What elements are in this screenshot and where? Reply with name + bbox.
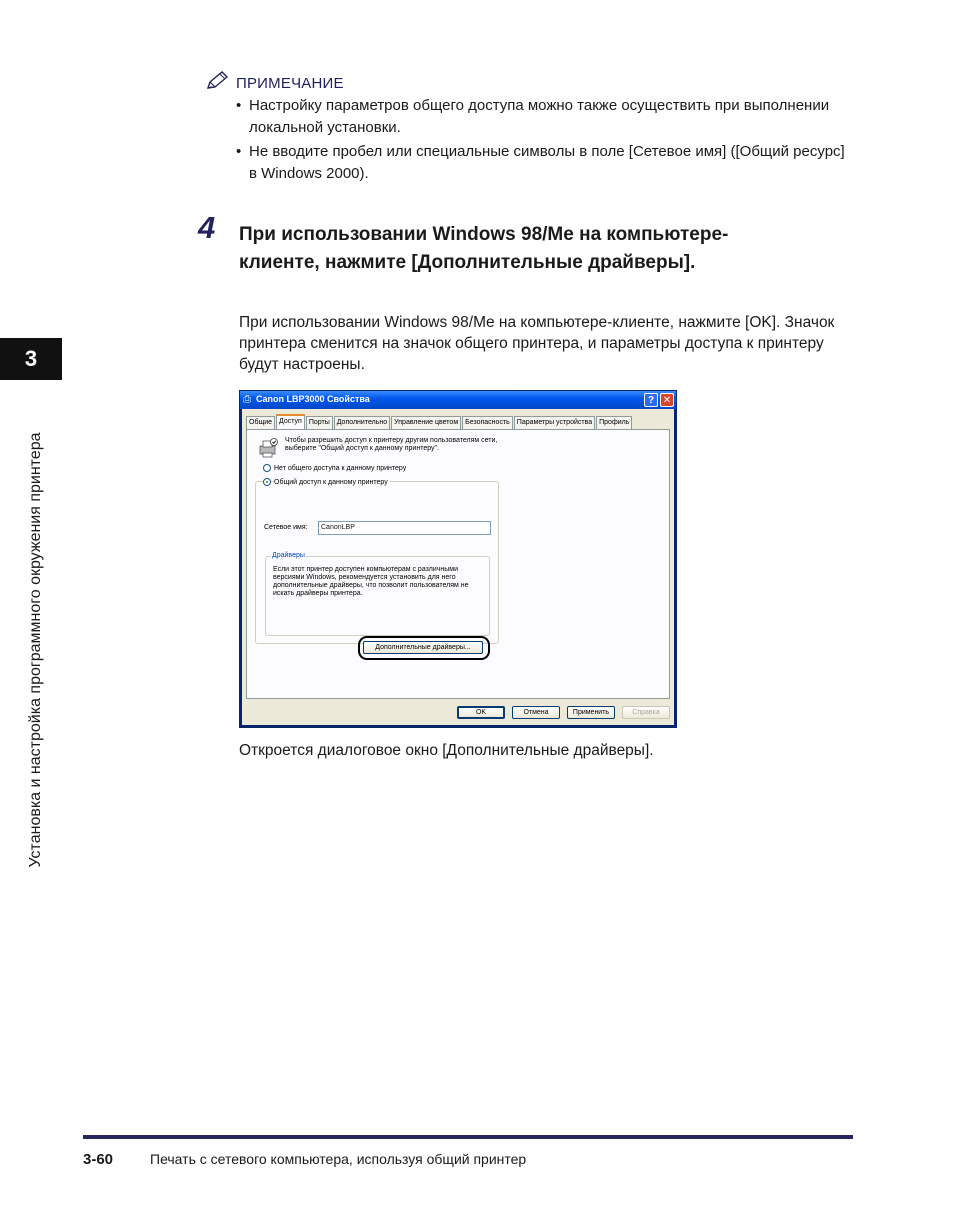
drivers-group-label: Драйверы xyxy=(272,552,305,559)
pencil-icon xyxy=(204,70,230,97)
tab-advanced[interactable]: Дополнительно xyxy=(334,416,390,429)
footer-title: Печать с сетевого компьютера, используя общий принтер xyxy=(150,1151,527,1167)
shared-printer-icon xyxy=(257,437,279,459)
cancel-button[interactable]: Отмена xyxy=(512,706,560,719)
share-name-input[interactable]: CanonLBP xyxy=(318,521,491,535)
chapter-title-vertical: Установка и настройка программного окружения принтера xyxy=(27,432,44,868)
no-share-label: Нет общего доступа к данному принтеру xyxy=(274,465,407,472)
tab-color-management[interactable]: Управление цветом xyxy=(391,416,461,429)
note-item-text: Настройку параметров общего доступа можно также осуществить при выполнении локальной установки. xyxy=(249,97,830,136)
properties-dialog xyxy=(239,390,677,728)
step-number: 4 xyxy=(198,210,216,245)
sharing-intro: Чтобы разрешить доступ к принтеру другим пользователям сети, выберите "Общий доступ к данному принтеру". xyxy=(285,437,498,452)
footer-rule xyxy=(83,1135,853,1139)
dialog-titlebar xyxy=(240,391,676,409)
tab-profile[interactable]: Профиль xyxy=(596,416,632,429)
tab-device-settings[interactable]: Параметры устройства xyxy=(514,416,595,429)
note-item xyxy=(236,95,856,139)
ok-button[interactable]: OK xyxy=(457,706,505,719)
tab-sharing[interactable]: Доступ xyxy=(276,414,305,430)
bullet: • xyxy=(236,143,242,160)
no-share-radio[interactable] xyxy=(263,464,271,472)
note-title: ПРИМЕЧАНИЕ xyxy=(236,75,344,92)
apply-button[interactable]: Применить xyxy=(567,706,615,719)
chapter-tab: 3 xyxy=(0,338,62,380)
share-label: Общий доступ к данному принтеру xyxy=(274,479,388,486)
tab-general[interactable]: Общие xyxy=(246,416,275,429)
note-item-text: Не вводите пробел или специальные символы в поле [Сетевое имя] ([Общий ресурс] в Windows 2000). xyxy=(249,143,845,182)
tab-security[interactable]: Безопасность xyxy=(462,416,513,429)
share-name-label: Сетевое имя: xyxy=(264,524,308,531)
help-title-button[interactable]: ? xyxy=(644,393,658,407)
tab-ports[interactable]: Порты xyxy=(306,416,333,429)
bullet: • xyxy=(236,97,242,114)
close-button[interactable]: ✕ xyxy=(660,393,674,407)
help-button[interactable]: Справка xyxy=(622,706,670,719)
sharing-panel xyxy=(246,429,670,699)
dialog-body xyxy=(242,409,674,725)
step-title: При использовании Windows 98/Me на компьютере-клиенте, нажмите [Дополнительные драйверы]. xyxy=(239,224,729,273)
tab-strip xyxy=(246,416,633,429)
page-number: 3-60 xyxy=(83,1151,114,1168)
note-header xyxy=(204,70,344,97)
step-paragraph: При использовании Windows 98/Me на компьютере-клиенте, нажмите [OK]. Значок принтера сменится на значок общего принтера, и параметры доступа к принтеру будут настроены. xyxy=(239,314,835,373)
share-radio[interactable] xyxy=(263,478,271,486)
dialog-title: Canon LBP3000 Свойства xyxy=(256,394,370,404)
additional-drivers-button[interactable]: Дополнительные драйверы... xyxy=(363,641,483,654)
result-text: Откроется диалоговое окно [Дополнительные драйверы]. xyxy=(239,742,654,759)
printer-icon: ⎙ xyxy=(243,394,251,405)
drivers-text: Если этот принтер доступен компьютерам с различными версиями Windows, рекомендуется установить для него дополнительные драйверы, что позволит пользователям не искать драйверы принтера. xyxy=(273,566,469,597)
note-item xyxy=(236,141,856,185)
note-list xyxy=(236,95,856,187)
